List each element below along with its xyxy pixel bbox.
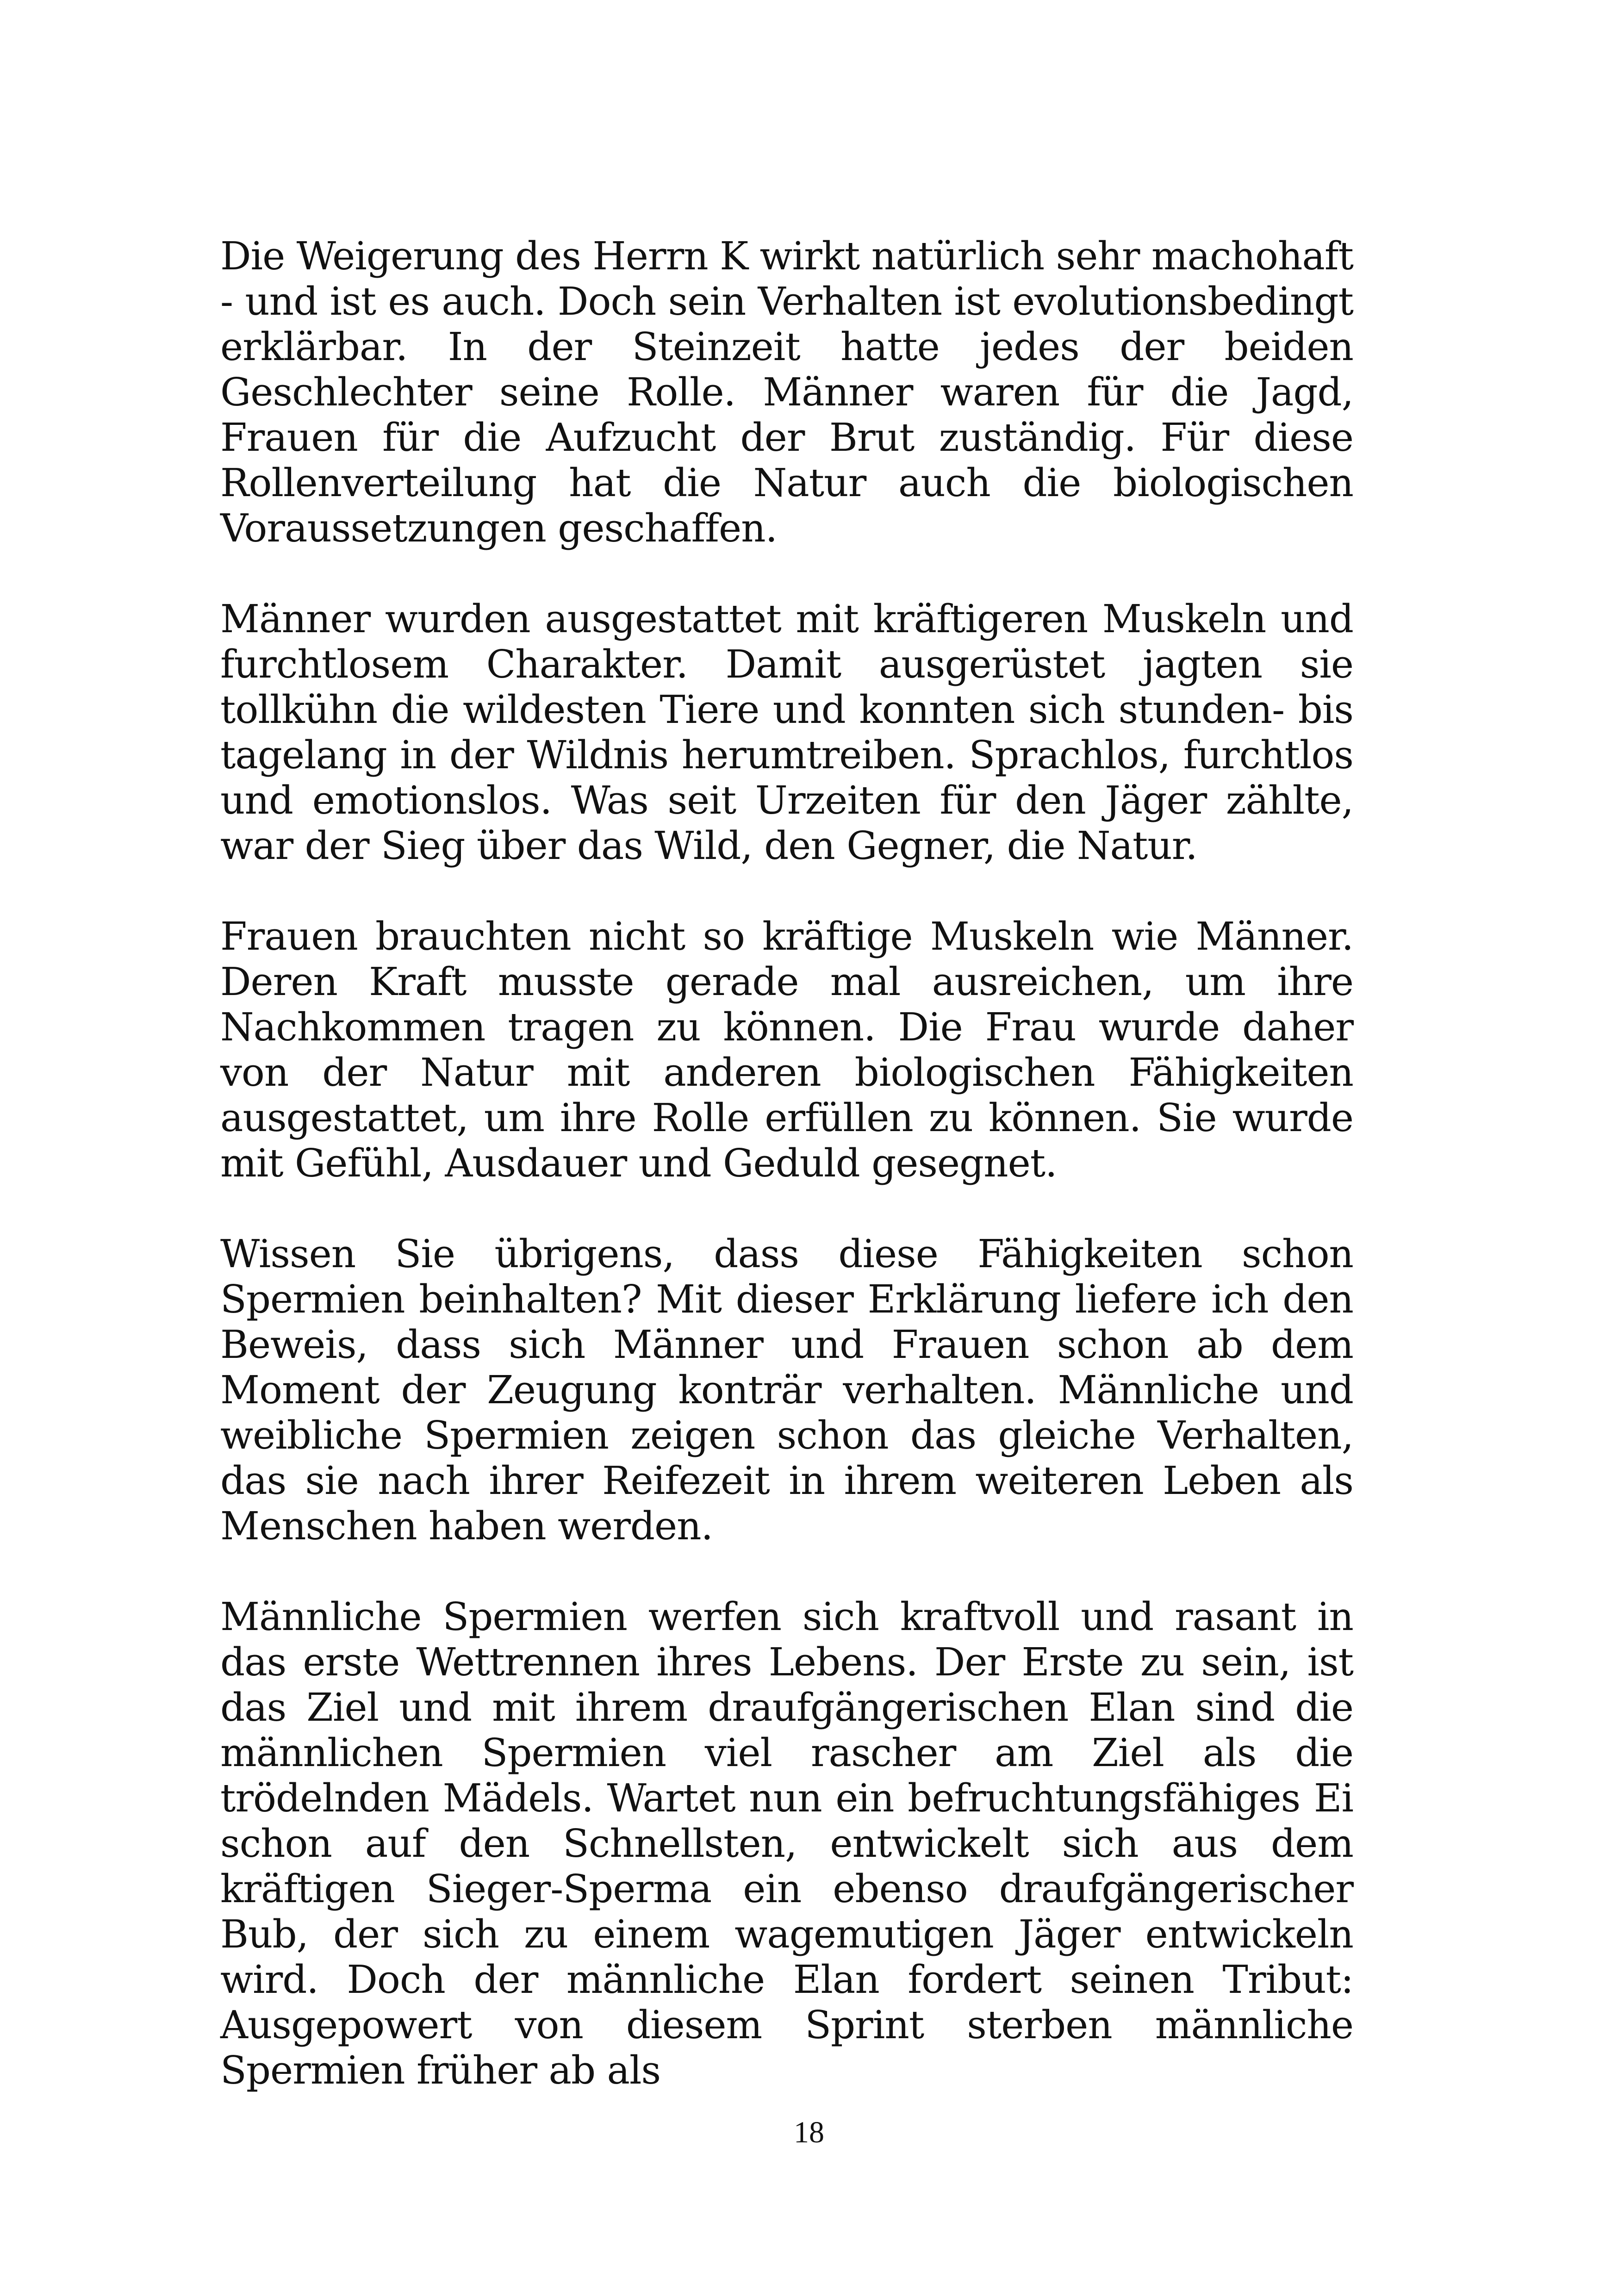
- body-text: [220, 234, 1353, 2139]
- paragraph-4: Wissen Sie übrigens, dass diese Fähigkeiten schon Spermien beinhalten? Mit dieser Erklärung liefere ich den Beweis, dass sich Männer und Frauen schon ab dem Moment der Zeugung konträr verhalten. Männliche und weibliche Spermien zeigen schon das gleiche Verhalten, das sie nach ihrer Reifezeit in ihrem weiteren Leben als Menschen haben werden.: [220, 1232, 1353, 1549]
- paragraph-1: Die Weigerung des Herrn K wirkt natürlich sehr machohaft - und ist es auch. Doch sein Verhalten ist evolutionsbedingt erklärbar. In der Steinzeit hatte jedes der beiden Geschlechter seine Rolle. Männer waren für die Jagd, Frauen für die Aufzucht der Brut zuständig. Für diese Rollenverteilung hat die Natur auch die biologischen Voraussetzungen geschaffen.: [220, 234, 1353, 551]
- paragraph-3: Frauen brauchten nicht so kräftige Muskeln wie Männer. Deren Kraft musste gerade mal ausreichen, um ihre Nachkommen tragen zu können. Die Frau wurde daher von der Natur mit anderen biologischen Fähigkeiten ausgestattet, um ihre Rolle erfüllen zu können. Sie wurde mit Gefühl, Ausdauer und Geduld gesegnet.: [220, 914, 1353, 1186]
- paragraph-2: Männer wurden ausgestattet mit kräftigeren Muskeln und furchtlosem Charakter. Damit ausgerüstet jagten sie tollkühn die wildesten Tiere und konnten sich stunden- bis tagelang in der Wildnis herumtreiben. Sprachlos, furchtlos und emotionslos. Was seit Urzeiten für den Jäger zählte, war der Sieg über das Wild, den Gegner, die Natur.: [220, 597, 1353, 868]
- page-number: 18: [794, 2116, 824, 2149]
- paragraph-5: Männliche Spermien werfen sich kraftvoll und rasant in das erste Wettrennen ihres Lebens. Der Erste zu sein, ist das Ziel und mit ihrem draufgängerischen Elan sind die männlichen Spermien viel rascher am Ziel als die trödelnden Mädels. Wartet nun ein befruchtungsfähiges Ei schon auf den Schnellsten, entwickelt sich aus dem kräftigen Sieger-Sperma ein ebenso draufgängerischer Bub, der sich zu einem wagemutigen Jäger entwickeln wird. Doch der männliche Elan fordert seinen Tribut: Ausgepowert von diesem Sprint sterben männliche Spermien früher ab als: [220, 1594, 1353, 2093]
